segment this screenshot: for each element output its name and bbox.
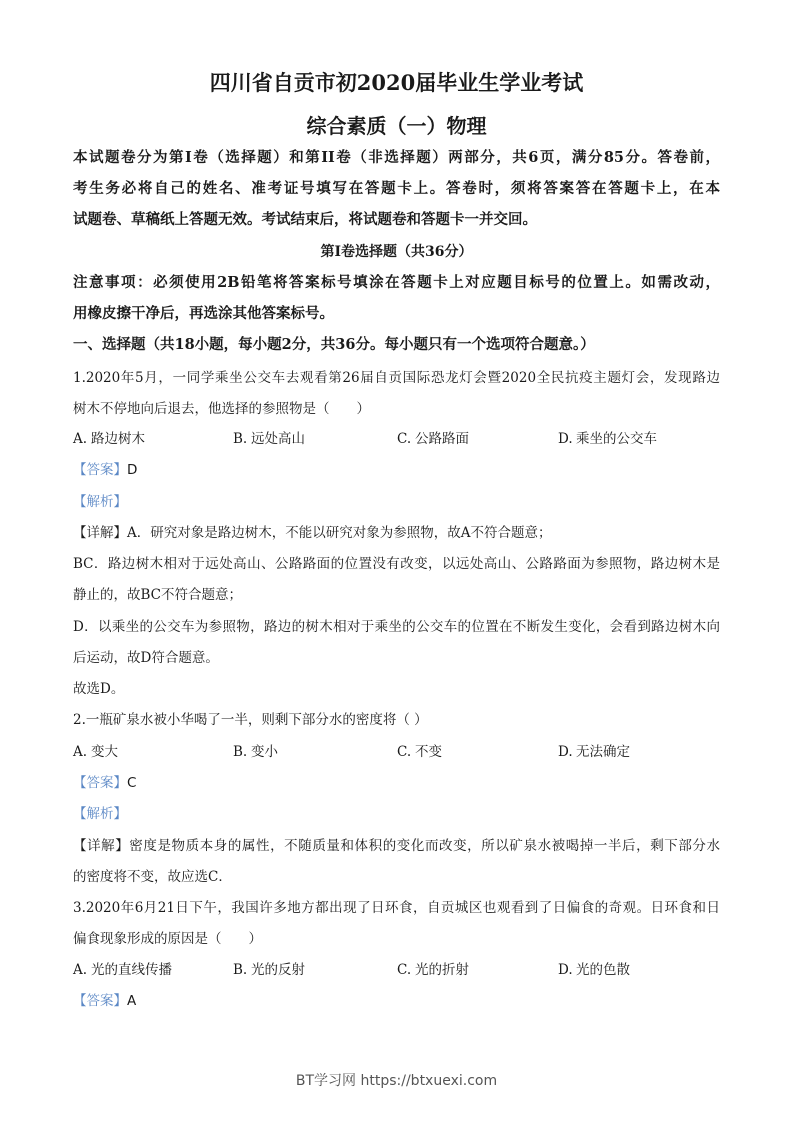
option-key: C. — [397, 744, 412, 760]
option-d — [558, 742, 630, 762]
answer-value: D — [127, 462, 138, 478]
option-text: 无法确定 — [576, 744, 630, 760]
answer-label: 【答案】 — [73, 775, 127, 791]
option-c — [397, 742, 442, 762]
part-heading: 第I卷选择题（共36分） — [320, 244, 473, 260]
answer-line — [73, 991, 136, 1011]
detail-line: 【详解】A．研究对象是路边树木，不能以研究对象为参照物，故A不符合题意； — [73, 525, 552, 541]
detail-line: 的密度将不变，故应选C． — [73, 869, 232, 885]
detail-line: 【详解】密度是物质本身的属性，不随质量和体积的变化而改变，所以矿泉水被喝掉一半后，剩下部分水 — [73, 838, 720, 854]
option-b — [233, 429, 305, 449]
answer-line — [73, 773, 136, 793]
option-key: D. — [558, 962, 573, 978]
footer-watermark: BT学习网 https://btxuexi.com — [295, 1073, 498, 1089]
analysis-label: 【解析】 — [73, 494, 127, 510]
section-heading: 一、选择题（共18小题，每小题2分，共36分。每小题只有一个选项符合题意。） — [73, 336, 595, 353]
option-text: 乘坐的公交车 — [576, 431, 657, 447]
option-c — [397, 960, 469, 980]
question-stem: 偏食现象形成的原因是（ ） — [73, 931, 262, 947]
intro-line: 本试题卷分为第I卷（选择题）和第II卷（非选择题）两部分，共6页，满分85分。答卷前， — [73, 149, 720, 166]
option-key: C. — [397, 962, 412, 978]
option-text: 变小 — [251, 744, 278, 760]
detail-line: BC．路边树木相对于远处高山、公路路面的位置没有改变，以远处高山、公路路面为参照物，路边树木是 — [73, 556, 720, 572]
option-text: 远处高山 — [251, 431, 305, 447]
option-key: A. — [73, 744, 88, 760]
question-stem: 2.一瓶矿泉水被小华喝了一半，则剩下部分水的密度将（ ） — [73, 712, 428, 728]
option-b — [233, 742, 278, 762]
answer-label: 【答案】 — [73, 462, 127, 478]
option-d — [558, 960, 630, 980]
option-key: B. — [233, 431, 248, 447]
detail-line: 后运动，故D符合题意。 — [73, 650, 219, 666]
option-b — [233, 960, 305, 980]
page-title: 四川省自贡市初2020届毕业生学业考试 — [209, 70, 584, 95]
option-key: A. — [73, 431, 88, 447]
option-text: 光的直线传播 — [91, 962, 172, 978]
option-text: 公路路面 — [415, 431, 469, 447]
notice-line: 注意事项：必须使用2B铅笔将答案标号填涂在答题卡上对应题目标号的位置上。如需改动， — [73, 274, 720, 291]
notice-line: 用橡皮擦干净后，再选涂其他答案标号。 — [73, 305, 334, 322]
option-a — [73, 429, 145, 449]
answer-value: C — [127, 775, 137, 791]
option-text: 光的反射 — [251, 962, 305, 978]
detail-line: 故选D。 — [73, 681, 125, 697]
option-key: B. — [233, 744, 248, 760]
detail-line: D．以乘坐的公交车为参照物，路边的树木相对于乘坐的公交车的位置在不断发生变化，会看到路边树木向 — [73, 619, 720, 635]
option-text: 光的色散 — [576, 962, 630, 978]
option-a — [73, 960, 172, 980]
analysis-label: 【解析】 — [73, 806, 127, 822]
detail-line: 静止的，故BC不符合题意； — [73, 587, 243, 603]
option-text: 路边树木 — [91, 431, 145, 447]
question-stem: 1.2020年5月，一同学乘坐公交车去观看第26届自贡国际恐龙灯会暨2020全民抗疫主题灯会，发现路边 — [73, 370, 720, 386]
intro-line: 考生务必将自己的姓名、准考证号填写在答题卡上。答卷时，须将答案答在答题卡上，在本 — [73, 180, 720, 197]
intro-line: 试题卷、草稿纸上答题无效。考试结束后，将试题卷和答题卡一并交回。 — [73, 211, 537, 228]
option-text: 变大 — [91, 744, 118, 760]
option-c — [397, 429, 469, 449]
option-text: 光的折射 — [415, 962, 469, 978]
option-a — [73, 742, 118, 762]
option-d — [558, 429, 657, 449]
option-text: 不变 — [415, 744, 442, 760]
answer-value: A — [127, 993, 137, 1009]
answer-line — [73, 460, 137, 480]
option-key: D. — [558, 431, 573, 447]
option-key: A. — [73, 962, 88, 978]
answer-label: 【答案】 — [73, 993, 127, 1009]
option-key: B. — [233, 962, 248, 978]
page-subtitle: 综合素质（一）物理 — [306, 114, 487, 138]
option-key: C. — [397, 431, 412, 447]
question-stem: 3.2020年6月21日下午，我国许多地方都出现了日环食，自贡城区也观看到了日偏食的奇观。日环食和日 — [73, 900, 720, 916]
option-key: D. — [558, 744, 573, 760]
question-stem: 树木不停地向后退去，他选择的参照物是（ ） — [73, 401, 370, 417]
